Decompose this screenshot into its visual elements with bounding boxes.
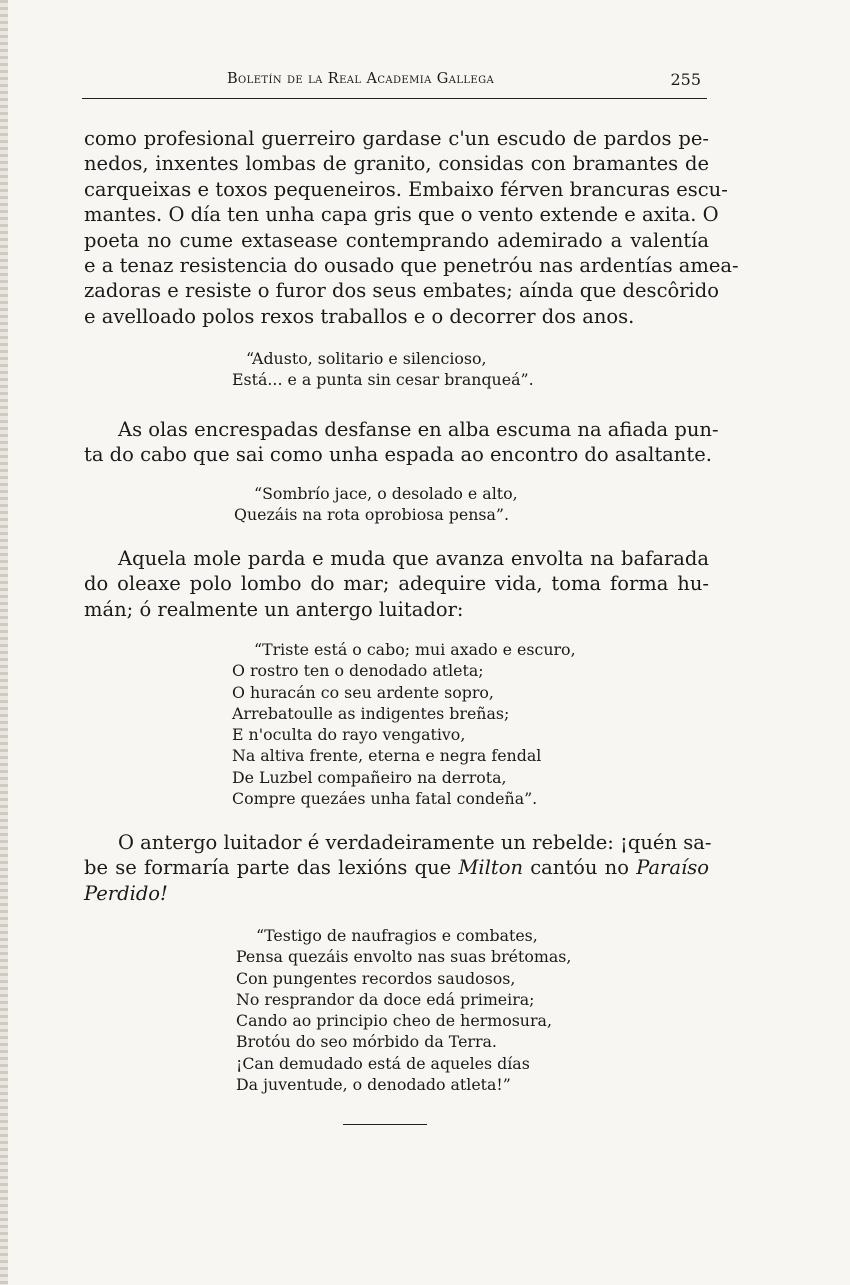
text-line: Aquela mole parda e muda que avanza envolta na bafarada: [118, 547, 709, 570]
paragraph-1: [84, 126, 739, 329]
verse-line: “Adusto, solitario e silencioso,: [246, 349, 487, 368]
text-run: cantóu no: [523, 856, 637, 880]
verse-line: Compre quezáes unha fatal condeña”.: [232, 789, 538, 809]
verse-line: ¡Can demudado está de aqueles días: [236, 1053, 530, 1073]
page-edge: [0, 0, 8, 1285]
verse-line: Pensa quezáis envolto nas suas brétomas,: [236, 947, 572, 967]
author-name-milton: Milton: [458, 856, 524, 880]
verse-line: Quezáis na rota oprobiosa pensa”.: [234, 505, 510, 525]
verse-quote-1: [232, 348, 534, 391]
verse-line: E n'oculta do rayo vengativo,: [232, 725, 466, 745]
work-title: Paraíso: [636, 856, 709, 880]
text-line: nedos, inxentes lombas de granito, considas con bramantes de: [84, 152, 709, 176]
text-line: poeta no cume extasease contemprando ademirado a valentía: [84, 228, 709, 252]
text-line: carqueixas e toxos pequeneiros. Embaixo férven brancuras escu-: [84, 177, 728, 201]
verse-quote-4: [236, 925, 571, 1095]
verse-line: O rostro ten o denodado atleta;: [232, 661, 484, 681]
work-title: Perdido!: [84, 881, 168, 905]
verse-line: Na altiva frente, eterna e negra fendal: [232, 746, 542, 766]
verse-line: “Testigo de naufragios e combates,: [256, 926, 538, 945]
verse-line: O huracán co seu ardente sopro,: [232, 682, 494, 702]
paragraph-3: [84, 546, 709, 622]
text-line: mán; ó realmente un antergo luitador:: [84, 597, 464, 621]
text-line: e a tenaz resistencia do ousado que penetróu nas ardentías amea-: [84, 254, 739, 278]
running-head: Boletín de la Real Academia Gallega: [227, 71, 495, 87]
verse-quote-2: [234, 483, 518, 526]
page-number: 255: [670, 70, 701, 89]
verse-line: “Triste está o cabo; mui axado e escuro,: [254, 640, 576, 659]
text-line: do oleaxe polo lombo do mar; adequire vida, toma forma hu-: [84, 572, 709, 596]
verse-line: Arrebatoulle as indigentes breñas;: [232, 703, 510, 723]
verse-line: Está... e a punta sin cesar branqueá”.: [232, 370, 534, 390]
verse-line: Cando ao principio cheo de hermosura,: [236, 1011, 552, 1031]
text-line: [84, 855, 709, 880]
verse-line: No resprandor da doce edá primeira;: [236, 989, 535, 1009]
page-header: [82, 68, 707, 94]
verse-line: “Sombrío jace, o desolado e alto,: [254, 484, 518, 503]
verse-line: Brotóu do seo mórbido da Terra.: [236, 1032, 497, 1052]
paragraph-4: [84, 830, 712, 906]
verse-line: De Luzbel compañeiro na derrota,: [232, 767, 507, 787]
text-line: mantes. O día ten unha capa gris que o vento extende e axita. O: [84, 203, 719, 227]
text-line: [84, 881, 709, 906]
text-line: zadoras e resiste o furor dos seus embates; aínda que descôrido: [84, 279, 720, 303]
verse-quote-3: [232, 639, 576, 809]
text-line: O antergo luitador é verdadeiramente un rebelde: ¡quén sa-: [118, 831, 712, 854]
text-line: As olas encrespadas desfanse en alba escuma na afiada pun-: [118, 418, 719, 441]
verse-line: Da juventude, o denodado atleta!”: [236, 1075, 511, 1095]
verse-line: Con pungentes recordos saudosos,: [236, 968, 516, 988]
text-line: e avelloado polos rexos traballos e o decorrer dos anos.: [84, 304, 635, 328]
paragraph-2: [84, 417, 719, 468]
text-line: como profesional guerreiro gardase c'un escudo de pardos pe-: [84, 127, 709, 150]
text-line: ta do cabo que sai como unha espada ao encontro do asaltante.: [84, 443, 712, 467]
closing-rule: [343, 1124, 427, 1125]
header-rule: [82, 98, 707, 99]
text-run: be se formaría parte das lexións que: [84, 856, 459, 880]
